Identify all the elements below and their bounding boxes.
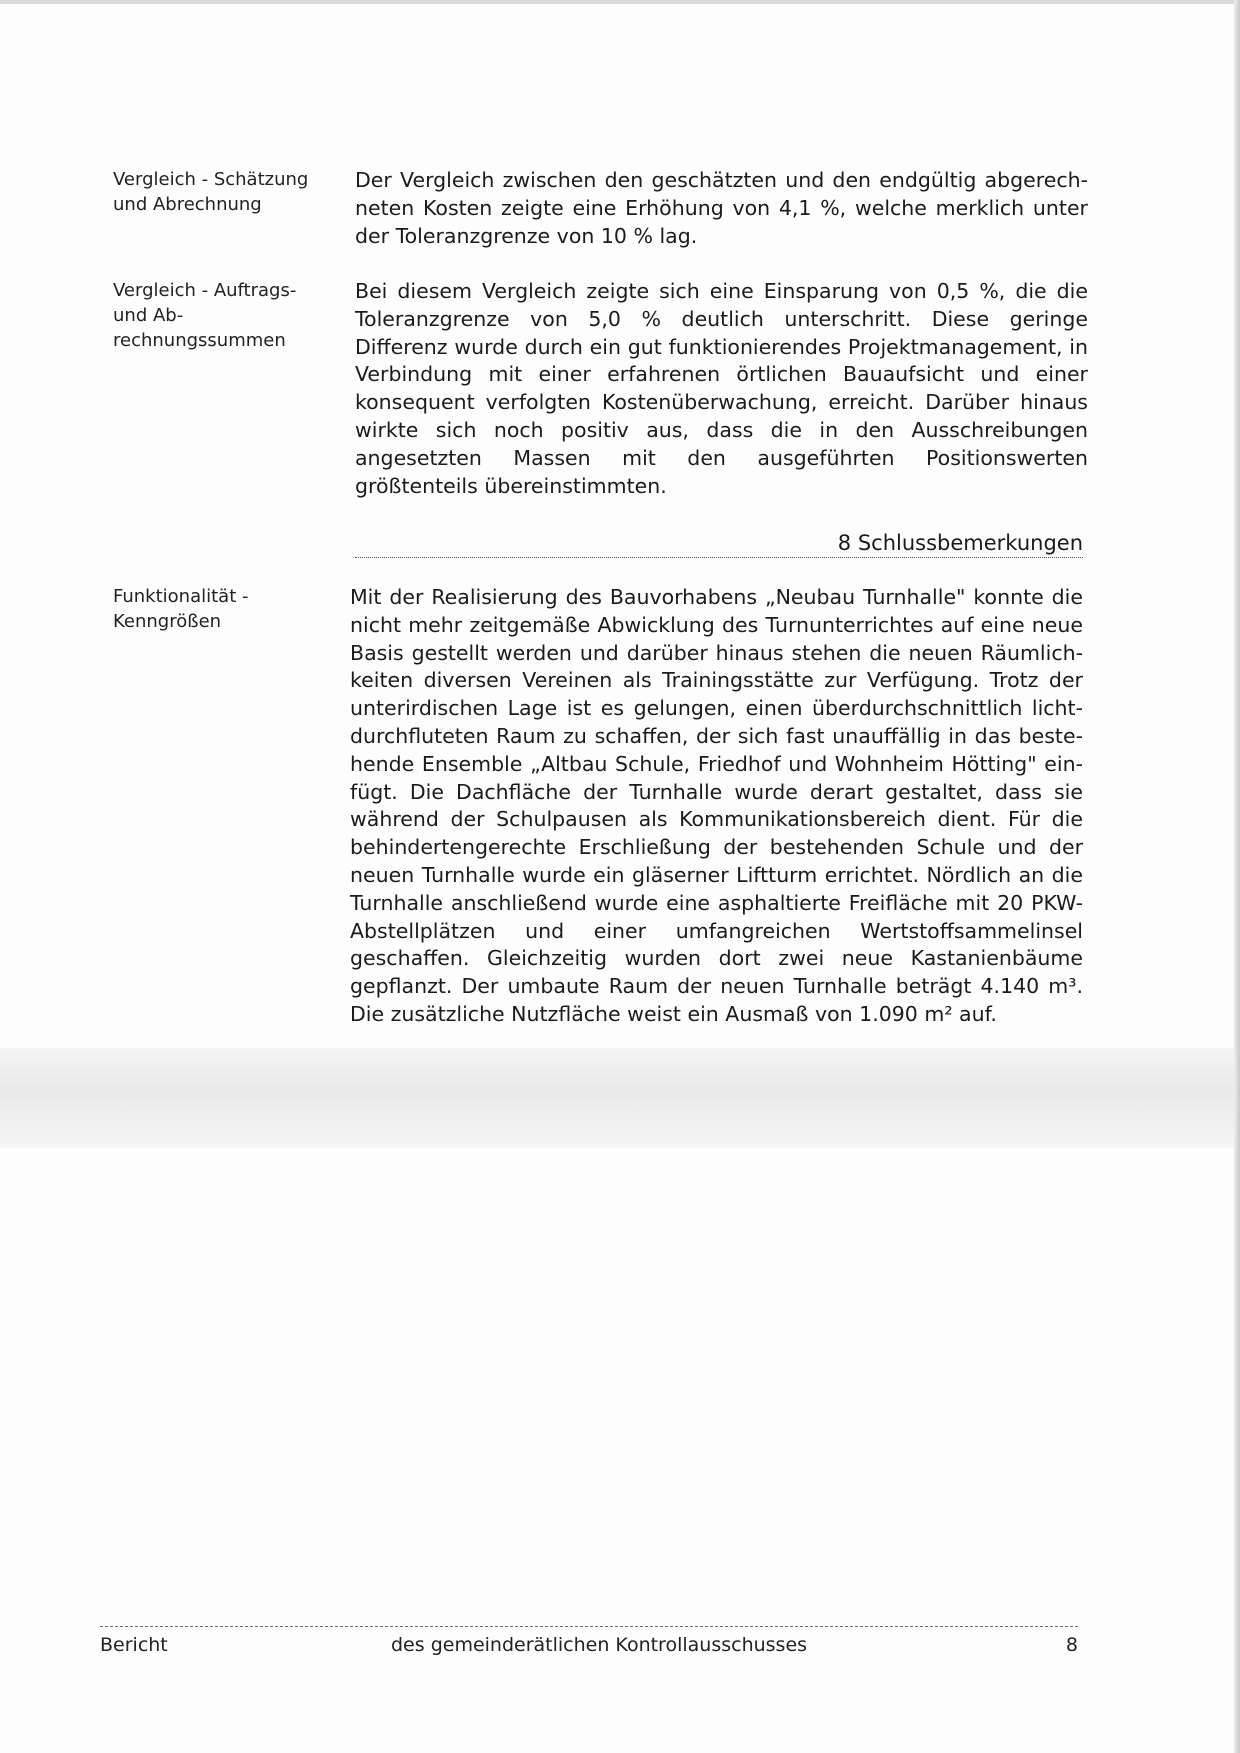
scan-shading-band [0, 1048, 1234, 1148]
footer-committee-label: des gemeinderätlichen Kontrollausschusses [391, 1634, 808, 1656]
page-right-edge [1234, 0, 1240, 1753]
sidenote-schaetzung-abrechnung: Vergleich - Schätzung und Abrechnung [113, 169, 309, 215]
sidenote-auftrags-abrechnungssummen: Vergleich - Auftrags- und Abrechnungssummen [113, 280, 297, 351]
paragraph-funktionalitaet: Mit der Realisierung des Bauvorhabens „Neubau Turnhalle" konnte die nicht mehr zeitgemäße Abwicklung des Turnunterrichtes auf eine neue Basis gestellt werden und darüber hinaus stehen die neuen Räumlichkeiten diversen Vereinen als Trainingsstätte zur Verfügung. Trotz der unterirdischen Lage ist es gelungen, einen überdurchschnittlich lichtdurchfluteten Raum zu schaffen, der sich fast unauffällig in das bestehende Ensemble „Altbau Schule, Friedhof und Wohnheim Hötting" einfügt. Die Dachfläche der Turnhalle wurde derart gestaltet, dass sie während der Schulpausen als Kommunikationsbereich dient. Für die behindertengerechte Erschließung der bestehenden Schule und der neuen Turnhalle wurde ein gläserner Liftturm errichtet. Nördlich an die Turnhalle anschließend wurde eine asphaltierte Freifläche mit 20 PKW-Abstellplätzen und einer umfangreichen Wertstoffsammelinsel geschaffen. Gleichzeitig wurden dort zwei neue Kastanienbäume gepflanzt. Der umbaute Raum der neuen Turnhalle beträgt 4.140 m³. Die zusätzliche Nutzfläche weist ein Ausmaß von 1.090 m² auf. [350, 585, 1083, 1026]
paragraph-schaetzung-abrechnung: Der Vergleich zwischen den geschätzten und den endgültig abgerechneten Kosten zeigte eine Erhöhung von 4,1 %, welche merklich unter der Toleranzgrenze von 10 % lag. [355, 168, 1088, 248]
footer-report-label: Bericht [100, 1634, 168, 1656]
page-number: 8 [1065, 1634, 1078, 1656]
sidenote-funktionalitaet: Funktionalität - Kenngrößen [113, 586, 249, 632]
paragraph-auftrags-abrechnungssummen: Bei diesem Vergleich zeigte sich eine Einsparung von 0,5 %, die die Toleranzgrenze von 5,0 % deutlich unterschritt. Diese geringe Differenz wurde durch ein gut funktionierendes Projektmanagement, in Verbindung mit einer erfahrenen örtlichen Bauaufsicht und einer konsequent verfolgten Kostenüberwachung, erreicht. Darüber hinaus wirkte sich noch positiv aus, dass die in den Ausschreibungen angesetzten Massen mit den ausgeführten Positionswerten größtenteils übereinstimmten. [355, 279, 1088, 498]
page-top-edge [0, 0, 1240, 4]
section-heading-rule [355, 557, 1083, 558]
footer-rule [100, 1626, 1078, 1627]
section-heading-schlussbemerkungen: 8 Schlussbemerkungen [837, 531, 1083, 555]
